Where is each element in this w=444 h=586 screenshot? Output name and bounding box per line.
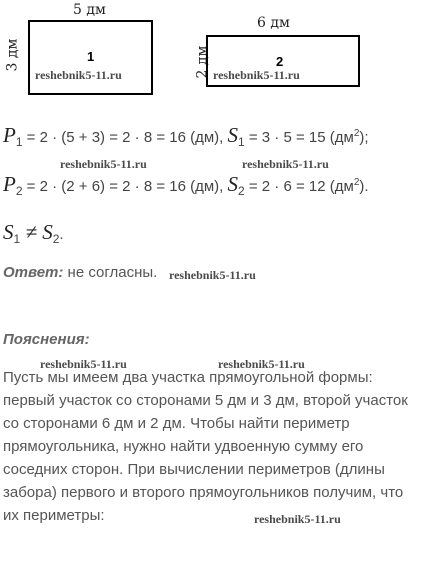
index: 2	[238, 184, 245, 198]
rect2-side-label: 2 дм	[194, 45, 211, 79]
area-symbol: S	[227, 172, 239, 196]
rect2-number: 2	[276, 54, 284, 69]
area-symbol: S	[42, 220, 53, 244]
watermark: reshebnik5-11.ru	[40, 357, 127, 371]
watermark: reshebnik5-11.ru	[254, 512, 341, 526]
perimeter-symbol: P	[3, 172, 16, 196]
explanation-line: Пусть мы имеем два участка прямоугольной формы:	[3, 369, 373, 386]
watermark: reshebnik5-11.ru	[169, 268, 256, 282]
rect2-top-label: 6 дм	[257, 15, 290, 31]
explanation-heading: Пояснения:	[3, 331, 90, 348]
explanation-body	[3, 366, 443, 527]
answer-line	[3, 264, 157, 281]
area-inequality	[3, 220, 64, 246]
rect1-side-label: 3 дм	[4, 38, 21, 72]
formula-expression: = 2 · (5 + 3) = 2 · 8 = 16 (дм),	[22, 129, 224, 146]
explanation-line: прямоугольника, нужно найти удвоенную сумму его	[3, 438, 364, 455]
power: 2	[353, 128, 360, 139]
index: 1	[15, 135, 23, 149]
rect1-number: 1	[87, 49, 95, 64]
explanation-line: их периметры:	[3, 507, 105, 524]
not-equal-sign: ≠	[20, 220, 43, 244]
answer-text: не согласны.	[63, 264, 158, 281]
power: 2	[353, 177, 360, 188]
watermark: reshebnik5-11.ru	[213, 68, 300, 82]
index: 2	[15, 184, 23, 198]
explanation-line: первый участок со сторонами 5 дм и 3 дм, второй участок	[3, 392, 408, 409]
index: 2	[52, 232, 60, 246]
formula-expression: = 2 · (2 + 6) = 2 · 8 = 16 (дм),	[22, 178, 224, 195]
formula-p2-s2	[3, 172, 369, 198]
index: 1	[238, 135, 245, 149]
explanation-line: со сторонами 6 дм и 2 дм. Чтобы найти периметр	[3, 415, 350, 432]
formula-expression: = 2 · 6 = 12 (дм	[244, 178, 354, 195]
perimeter-symbol: P	[3, 123, 16, 147]
watermark: reshebnik5-11.ru	[242, 157, 329, 171]
formula-expression: = 3 · 5 = 15 (дм	[244, 129, 354, 146]
watermark: reshebnik5-11.ru	[60, 157, 147, 171]
formula-close: );	[359, 129, 369, 146]
explanation-line: соседних сторон. При вычислении периметров (длины	[3, 461, 385, 478]
watermark: reshebnik5-11.ru	[35, 68, 122, 82]
answer-label: Ответ:	[3, 264, 64, 281]
formula-close: ).	[359, 178, 369, 195]
rect1-top-label: 5 дм	[73, 2, 106, 18]
formula-p1-s1	[3, 123, 369, 149]
area-symbol: S	[3, 220, 14, 244]
explanation-line: забора) первого и второго прямоугольников получим, что	[3, 484, 404, 501]
area-symbol: S	[227, 123, 239, 147]
watermark: reshebnik5-11.ru	[218, 357, 305, 371]
index: 1	[13, 232, 21, 246]
formula-end: .	[59, 226, 64, 243]
